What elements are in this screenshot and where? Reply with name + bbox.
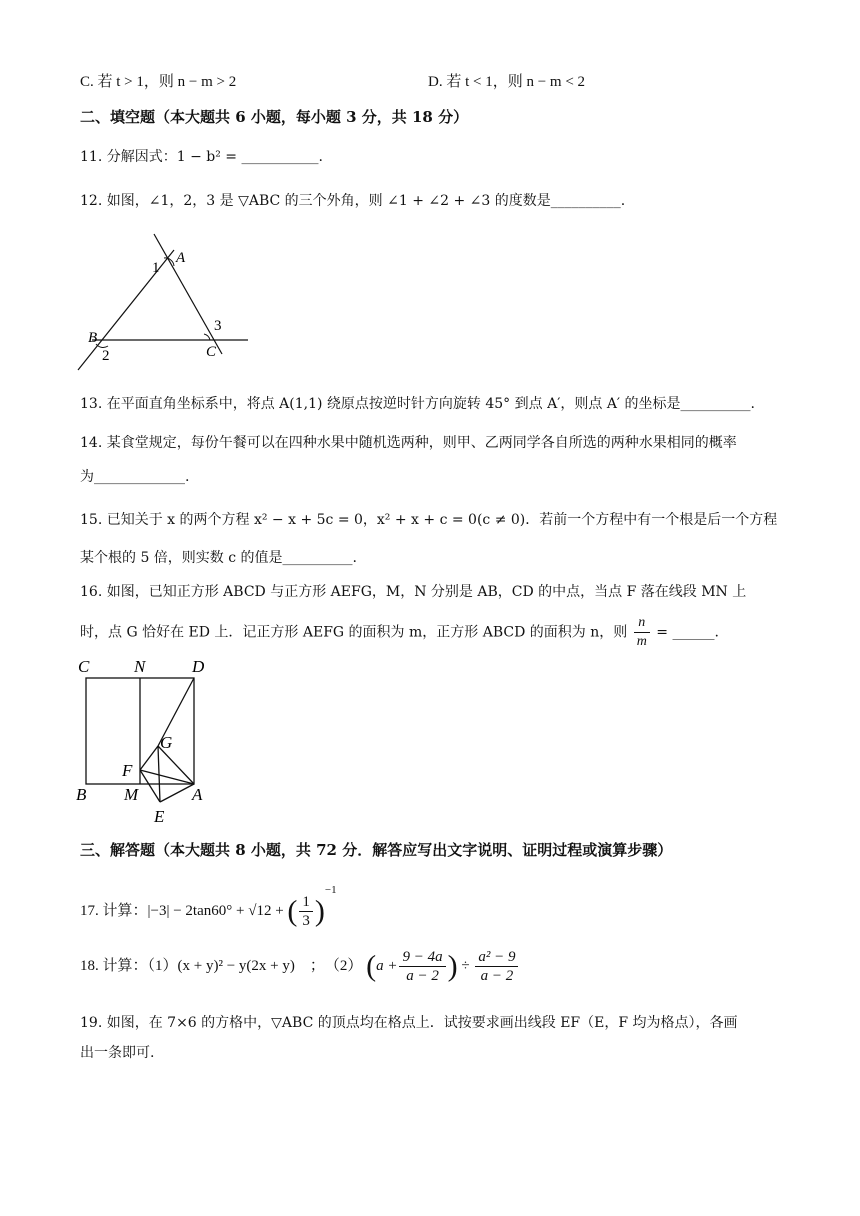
label-f: F: [122, 761, 133, 780]
label-angle-3: 3: [214, 318, 222, 334]
fraction-denominator: a − 2: [406, 968, 439, 984]
exponent: −1: [324, 884, 337, 896]
label-a: A: [192, 785, 203, 804]
section-3-title: 三、解答题（本大题共 8 小题，共 72 分．解答应写出文字说明、证明过程或演算步骤）: [80, 841, 673, 859]
fraction-2: [475, 948, 518, 985]
question-14-line-2: 为_____________.: [80, 469, 190, 485]
label-a: A: [176, 250, 186, 266]
question-12: 12. 如图，∠1，2，3 是 ▽ABC 的三个外角，则 ∠1 + ∠2 + ∠3 的度数是__________.: [80, 193, 626, 209]
question-15-line-2: 某个根的 5 倍，则实数 c 的值是__________.: [80, 550, 357, 566]
label-m: M: [124, 785, 139, 804]
label-b: B: [88, 330, 98, 346]
label-c: C: [78, 657, 90, 676]
label-g: G: [160, 733, 173, 752]
question-14-line-1: 14. 某食堂规定，每份午餐可以在四种水果中随机选两种，则甲、乙两同学各自所选的两种水果相同的概率: [80, 435, 737, 451]
question-18: 18. 计算：（1）(x + y)² − y(2x + y) ； （2） (a + $\frac{9 - 4a}{a - 2}$ ) ÷ $\frac{\text{a² − 9}}{a - 2}$: [80, 948, 520, 985]
fraction-one-third: [299, 893, 313, 930]
question-15-line-1: 15. 已知关于 x 的两个方程 x² − x + 5c = 0，x² + x + c = 0(c ≠ 0)．若前一个方程中有一个根是后一个方程: [80, 512, 778, 528]
label-e: E: [154, 807, 165, 826]
question-19-line-1: 19. 如图，在 7×6 的方格中，▽ABC 的顶点均在格点上．试按要求画出线段 EF（E，F 均为格点），各画: [80, 1015, 738, 1031]
question-16-text: 时，点 G 恰好在 ED 上．记正方形 AEFG 的面积为 m，正方形 ABCD 的面积为 n，则: [80, 624, 628, 641]
option-d: D. 若 t < 1，则 n − m < 2: [428, 74, 586, 90]
fraction-numerator: 1: [299, 893, 313, 912]
fraction-1: [399, 948, 445, 985]
fraction-denominator: 3: [302, 913, 310, 930]
label-b: B: [76, 785, 87, 804]
fraction-denominator: a − 2: [480, 968, 514, 984]
section-2-title: 二、填空题（本大题共 6 小题，每小题 3 分，共 18 分）: [80, 108, 469, 126]
fraction-denominator: m: [636, 634, 647, 649]
question-16-line-1: 16. 如图，已知正方形 ABCD 与正方形 AEFG，M，N 分别是 AB，CD 的中点，当点 F 落在线段 MN 上: [80, 584, 747, 600]
question-13: 13. 在平面直角坐标系中，将点 A(1,1) 绕原点按逆时针方向旋转 45° 到点 A′，则点 A′ 的坐标是__________.: [80, 396, 756, 412]
label-c: C: [206, 344, 217, 360]
fraction-n-over-m: [634, 614, 650, 651]
divide-sign: ÷: [461, 957, 470, 974]
fraction-numerator: a² − 9: [475, 948, 518, 967]
question-18-text: 18. 计算：（1）(x + y)² − y(2x + y) ； （2）: [80, 957, 363, 974]
question-11: 11. 分解因式：1 − b² = ___________.: [80, 149, 323, 165]
fraction-numerator: n: [634, 614, 650, 633]
question-19-line-2: 出一条即可.: [80, 1045, 155, 1061]
question-17-text: 17. 计算：|−3| − 2tan60° + √12 +: [80, 903, 284, 919]
option-c: C. 若 t > 1，则 n − m > 2: [80, 74, 237, 90]
question-17: 17. 计算：|−3| − 2tan60° + √12 + ( $\frac{1}{3}$ )$^{-1}$: [80, 884, 337, 930]
label-d: D: [192, 657, 205, 676]
label-n: N: [134, 657, 146, 676]
label-angle-2: 2: [102, 348, 110, 364]
question-16-line-2: [80, 614, 719, 651]
term-a: a +: [376, 957, 398, 974]
fraction-numerator: 9 − 4a: [399, 948, 445, 967]
question-16-blank: = ______.: [656, 624, 719, 641]
label-angle-1: 1: [152, 260, 160, 276]
triangle-exterior-angles-figure: [72, 226, 262, 376]
two-squares-figure: [74, 654, 224, 826]
